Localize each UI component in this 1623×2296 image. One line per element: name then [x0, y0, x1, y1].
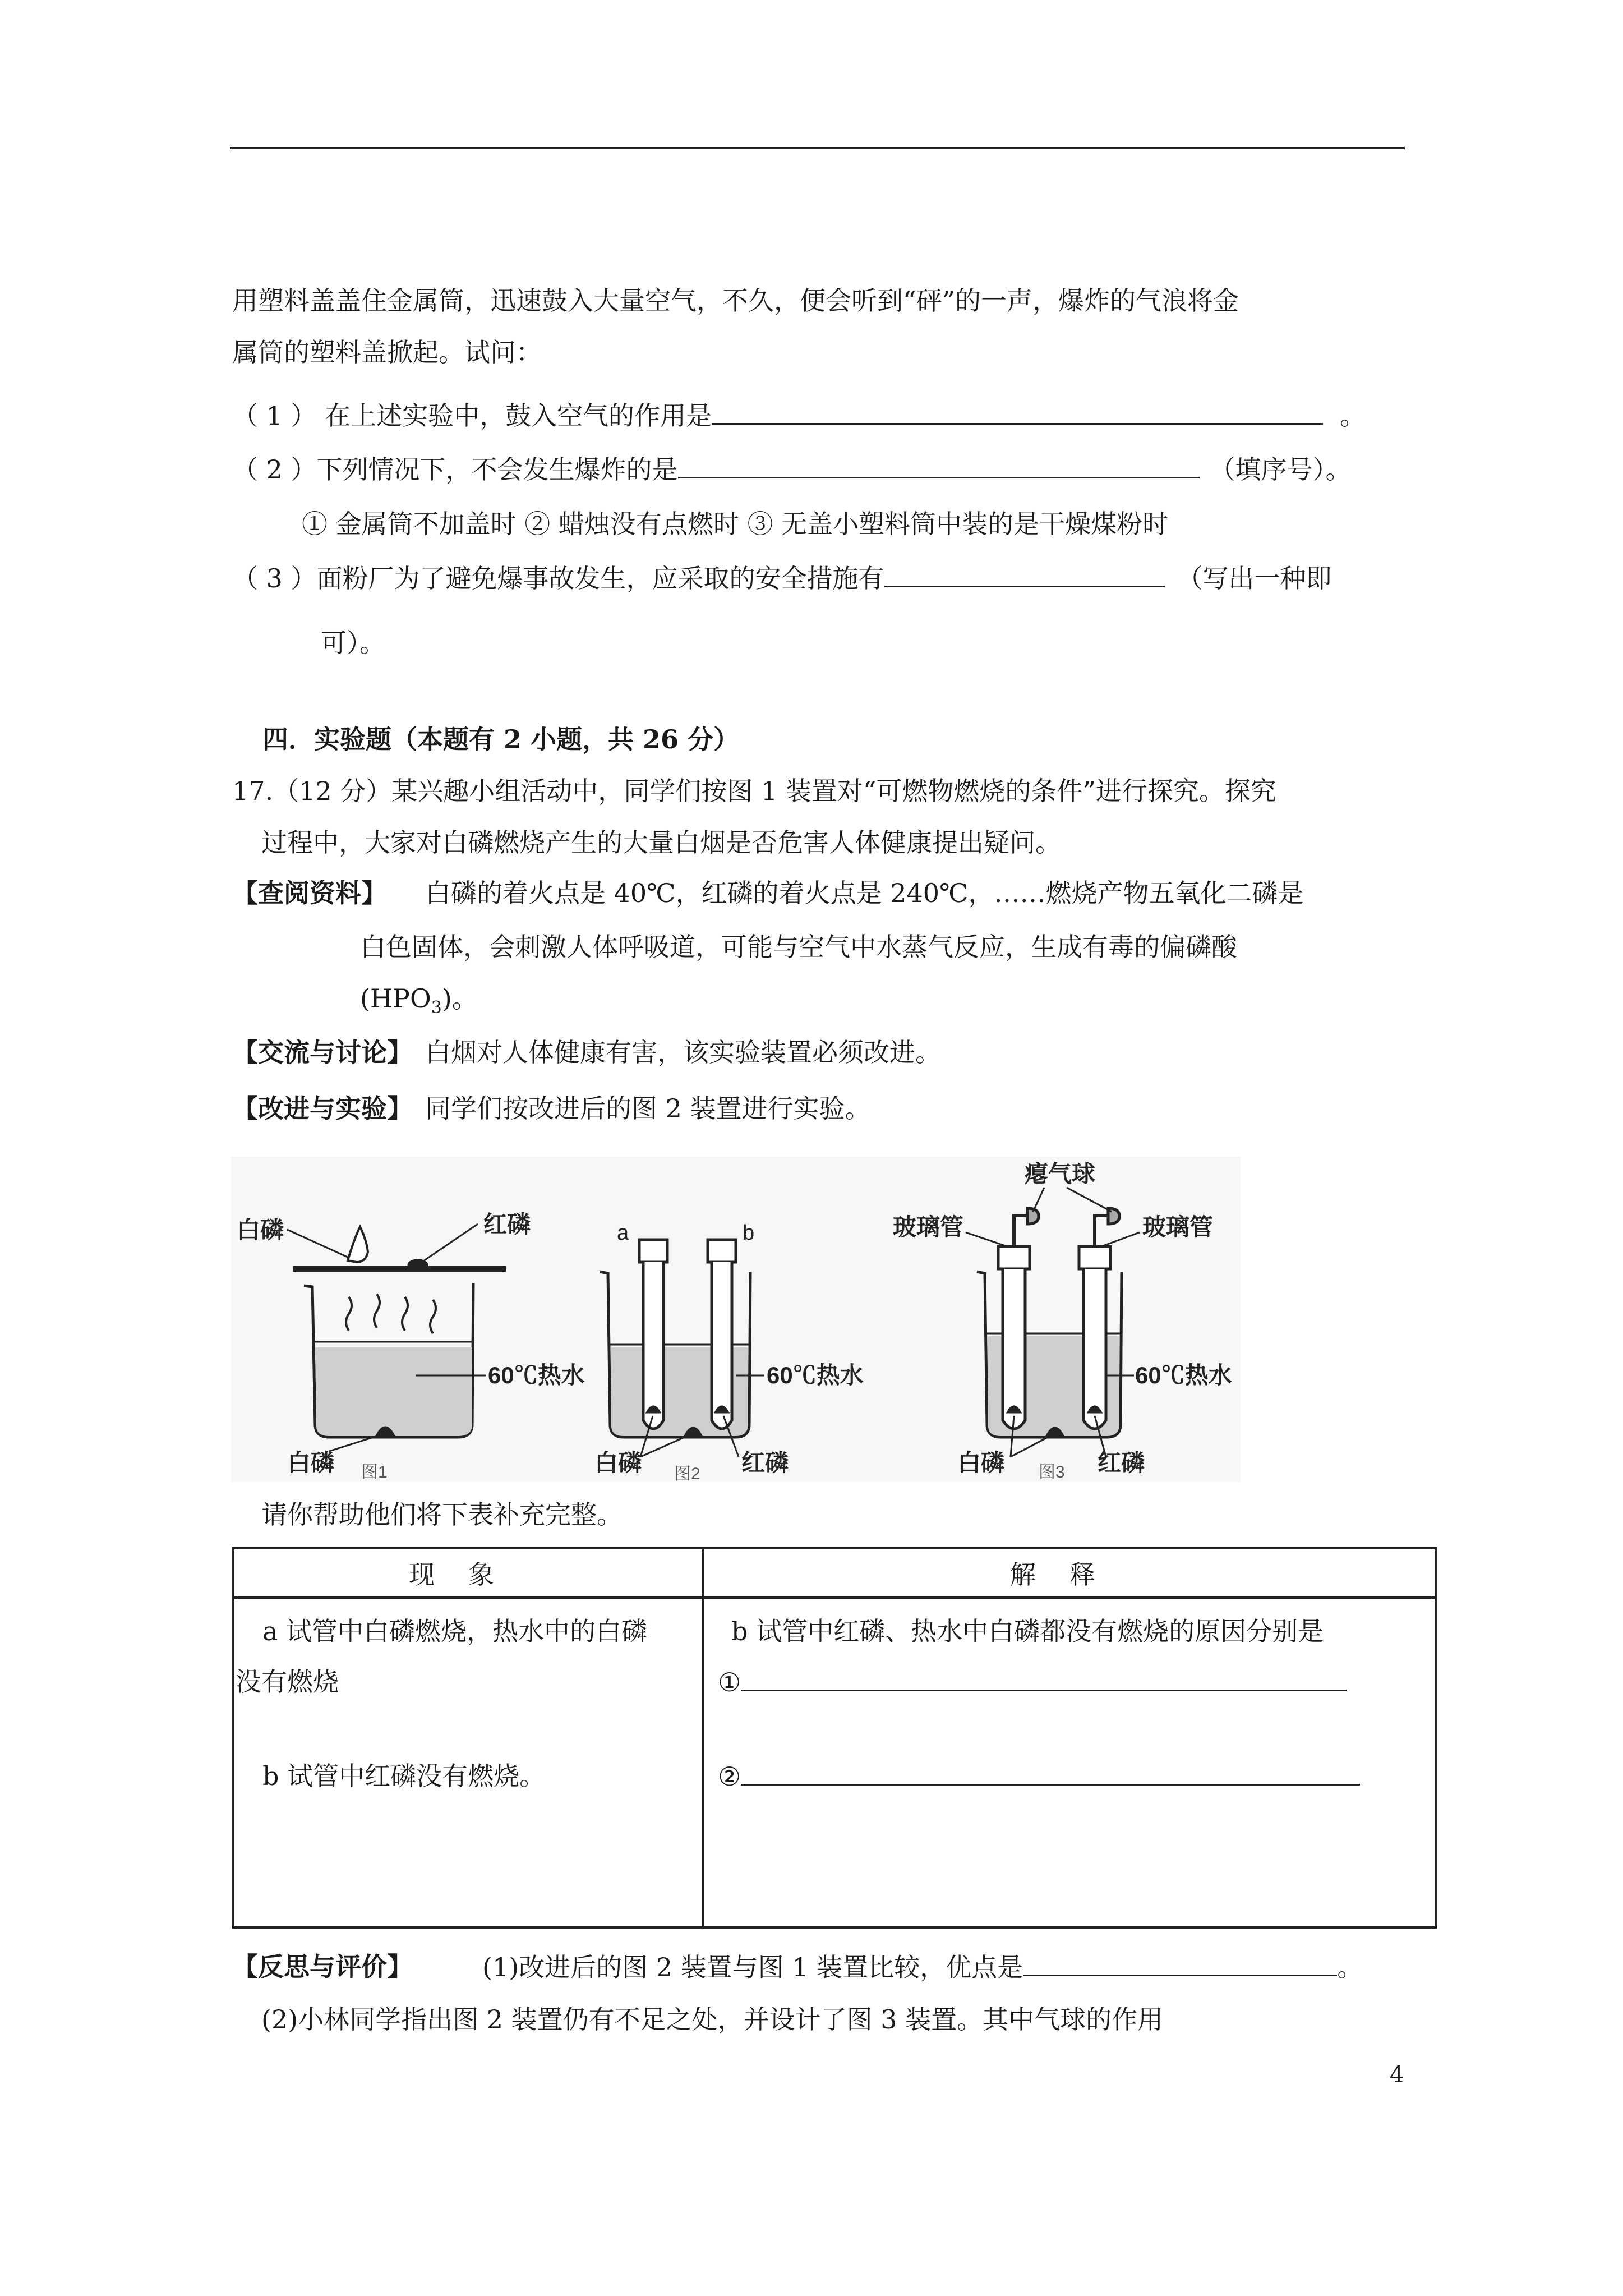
question-3-prefix: （ 3 ）面粉厂为了避免爆事故发生，应采取的安全措施有 — [232, 563, 884, 593]
marker-1: ① — [718, 1667, 741, 1697]
fig2-white-phosphorus: 白磷 — [594, 1450, 642, 1476]
question-1-blank[interactable] — [712, 398, 1323, 425]
explanation-cell — [703, 1598, 1436, 1927]
info-line-1: 白磷的着火点是 40℃，红磷的着火点是 240℃，……燃烧产物五氧化二磷是 — [425, 878, 1304, 908]
fig1-red-phosphorus: 红磷 — [483, 1211, 531, 1237]
question-1-prefix: （ 1 ） 在上述实验中，鼓入空气的作用是 — [232, 401, 712, 431]
fig1-white-phosphorus-top: 白磷 — [237, 1217, 284, 1243]
fig1-caption: 图1 — [361, 1463, 388, 1481]
fig3-white-phosphorus: 白磷 — [957, 1450, 1005, 1476]
question-3-suffix: （写出一种即 — [1177, 563, 1332, 593]
discussion-text: 白烟对人体健康有害，该实验装置必须改进。 — [425, 1037, 941, 1068]
reflection-item-1-prefix: (1)改进后的图 2 装置与图 1 装置比较，优点是 — [482, 1952, 1023, 1982]
phenomenon-cell — [233, 1598, 703, 1927]
fig2-caption: 图2 — [674, 1465, 700, 1482]
observation-a-line-1: a 试管中白磷燃烧，热水中的白磷 — [262, 1616, 648, 1646]
formula-sub: 3 — [431, 998, 442, 1018]
info-line-2: 白色固体，会刺激人体呼吸道，可能与空气中水蒸气反应，生成有毒的偏磷酸 — [360, 932, 1237, 962]
fig3-caption: 图3 — [1039, 1463, 1065, 1481]
observation-table — [232, 1547, 1437, 1929]
question-2 — [232, 452, 1352, 486]
fig3-hot-water: 60℃热水 — [1135, 1362, 1232, 1388]
question-2-blank[interactable] — [678, 452, 1200, 478]
fig2-label-b: b — [743, 1221, 755, 1245]
reflection-item-1 — [482, 1950, 1363, 1984]
reflection-item-1-suffix: 。 — [1337, 1952, 1363, 1982]
explanation-1-blank[interactable] — [741, 1665, 1347, 1691]
fig3-glass-tube-right: 玻璃管 — [1142, 1214, 1214, 1240]
reflection-item-1-blank[interactable] — [1023, 1950, 1337, 1976]
observation-b: b 试管中红磷没有燃烧。 — [262, 1761, 546, 1791]
fig1-white-phosphorus-bottom: 白磷 — [287, 1450, 335, 1476]
formula-post: )。 — [441, 983, 478, 1014]
formula-pre: (HPO — [360, 983, 431, 1014]
question-2-suffix: （填序号）。 — [1209, 454, 1352, 485]
improve-text: 同学们按改进后的图 2 装置进行实验。 — [425, 1093, 871, 1124]
section-heading: 四．实验题（本题有 2 小题，共 26 分） — [262, 724, 740, 754]
question-3-line-2: 可）。 — [321, 628, 385, 658]
observation-a-line-2: 没有燃烧 — [236, 1667, 339, 1697]
question-2-options: ① 金属筒不加盖时 ② 蜡烛没有点燃时 ③ 无盖小塑料筒中装的是干燥煤粉时 — [302, 509, 1169, 539]
marker-2: ② — [718, 1761, 741, 1792]
info-label: 【查阅资料】 — [232, 878, 387, 908]
question-2-prefix: （ 2 ）下列情况下，不会发生爆炸的是 — [232, 454, 678, 485]
question-3 — [232, 561, 1332, 595]
explanation-2-blank[interactable] — [741, 1759, 1360, 1786]
header-explanation: 解释 — [703, 1548, 1436, 1598]
fig3-flat-balloon: 瘪气球 — [1025, 1161, 1096, 1187]
question-3-blank[interactable] — [884, 561, 1165, 587]
info-formula — [360, 982, 478, 1025]
question-17-line-1: 17.（12 分）某兴趣小组活动中，同学们按图 1 装置对“可燃物燃烧的条件”进行探究。探究 — [232, 776, 1276, 806]
explanation-intro: b 试管中红磷、热水中白磷都没有燃烧的原因分别是 — [731, 1616, 1324, 1646]
fig2-hot-water: 60℃热水 — [767, 1362, 864, 1388]
discussion-label: 【交流与讨论】 — [232, 1037, 413, 1068]
table-intro: 请你帮助他们将下表补充完整。 — [261, 1499, 623, 1530]
question-1-suffix: 。 — [1340, 401, 1366, 431]
improve-label: 【改进与实验】 — [232, 1093, 413, 1124]
fig1-hot-water: 60℃热水 — [488, 1362, 585, 1388]
page-number: 4 — [1390, 2062, 1404, 2088]
reflection-item-2: (2)小林同学指出图 2 装置仍有不足之处，并设计了图 3 装置。其中气球的作用 — [261, 2004, 1164, 2035]
paragraph-line-2: 属筒的塑料盖掀起。试问： — [232, 337, 542, 367]
fig2-red-phosphorus: 红磷 — [741, 1450, 789, 1476]
header-rule — [230, 147, 1405, 149]
reflection-label: 【反思与评价】 — [232, 1952, 413, 1982]
fig2-label-a: a — [617, 1221, 629, 1245]
explanation-1 — [718, 1665, 1347, 1699]
explanation-2 — [718, 1759, 1360, 1793]
apparatus-figure — [231, 1157, 1241, 1482]
fig3-glass-tube-left: 玻璃管 — [893, 1214, 964, 1240]
header-phenomenon: 现象 — [233, 1548, 703, 1598]
fig3-red-phosphorus: 红磷 — [1098, 1450, 1145, 1476]
question-17-line-2: 过程中，大家对白磷燃烧产生的大量白烟是否危害人体健康提出疑问。 — [261, 827, 1061, 858]
question-1 — [232, 398, 1366, 432]
paragraph-line-1: 用塑料盖盖住金属筒，迅速鼓入大量空气，不久，便会听到“砰”的一声，爆炸的气浪将金 — [232, 286, 1239, 316]
